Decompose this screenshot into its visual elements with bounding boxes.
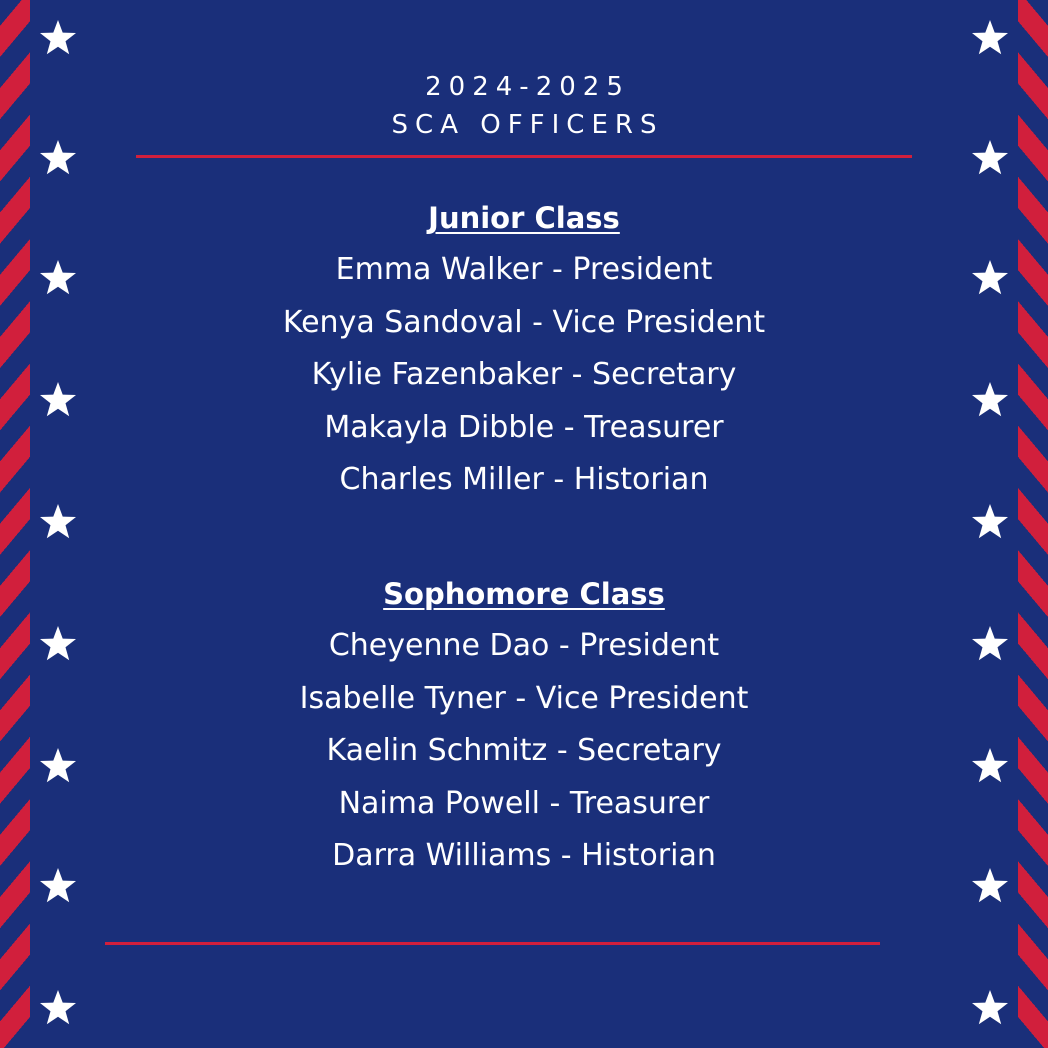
junior-class-section [0, 192, 1048, 507]
star-icon [970, 502, 1010, 542]
star-icon [38, 138, 78, 178]
right-stripe-border [1018, 0, 1048, 1048]
star-icon [38, 18, 78, 58]
officer-entry: Kylie Fazenbaker - Secretary [311, 357, 737, 392]
junior-class-heading: Junior Class [428, 201, 620, 235]
page-header [0, 68, 1048, 144]
sophomore-class-section [0, 568, 1048, 883]
top-divider [136, 155, 912, 158]
bottom-divider [105, 942, 880, 945]
star-icon [970, 18, 1010, 58]
star-icon [38, 988, 78, 1028]
star-icon [970, 138, 1010, 178]
officer-entry: Darra Williams - Historian [332, 838, 716, 873]
officer-entry: Charles Miller - Historian [339, 462, 709, 497]
year-title: 2024-2025 [425, 72, 630, 102]
left-stripe-border [0, 0, 30, 1048]
officer-entry: Isabelle Tyner - Vice President [299, 680, 749, 716]
sophomore-class-heading: Sophomore Class [383, 577, 665, 611]
page-title: SCA OFFICERS [391, 110, 664, 140]
officer-entry: Kenya Sandoval - Vice President [282, 304, 766, 340]
officer-entry: Kaelin Schmitz - Secretary [326, 733, 722, 768]
star-icon [970, 988, 1010, 1028]
officer-entry: Emma Walker - President [335, 252, 713, 287]
officer-entry: Naima Powell - Treasurer [338, 785, 710, 821]
officer-entry: Makayla Dibble - Treasurer [324, 409, 724, 445]
officer-entry: Cheyenne Dao - President [328, 628, 720, 663]
star-icon [38, 502, 78, 542]
